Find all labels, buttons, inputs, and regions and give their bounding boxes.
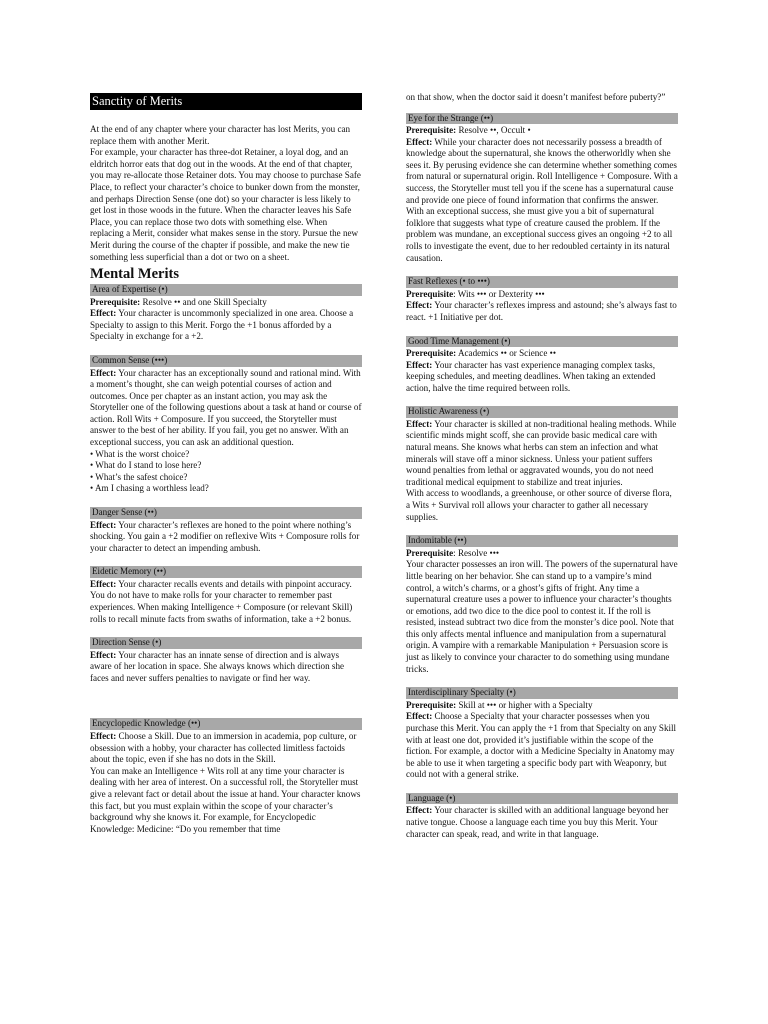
merit-title: Eye for the Strange (••)	[406, 113, 678, 125]
merit-effect	[406, 711, 678, 781]
merit-effect	[406, 805, 678, 840]
merit-prerequisite	[406, 125, 678, 137]
effect-text: Your character is skilled at non-traditional healing methods. While scientific minds might scoff, she can provide basic medical care with natural means. She knows what herbs can stem an infection and what minerals will stave off a minor sickness. Unless your patient suffers wound penalties from lethal or aggravated wounds, you do not need traditional medical equipment to stabilize and treat injuries.	[406, 418, 677, 487]
merit-eidetic-memory	[90, 566, 362, 625]
merit-title: Indomitable (••)	[406, 535, 678, 547]
prerequisite-text: : Resolve •••	[453, 547, 500, 558]
bullet-item: • What’s the safest choice?	[90, 471, 188, 482]
merit-effect	[90, 368, 362, 449]
merit-effect	[90, 308, 362, 343]
prerequisite-label: Prerequisite	[406, 547, 454, 558]
merit-direction-sense	[90, 637, 362, 684]
effect-label: Effect:	[406, 418, 433, 429]
merit-title: Encyclopedic Knowledge (••)	[90, 718, 362, 730]
prerequisite-text: Resolve •• and one Skill Specialty	[140, 296, 267, 307]
effect-label: Effect:	[90, 308, 117, 319]
merit-prerequisite	[406, 700, 678, 712]
effect-text: Your character has an exceptionally sound and rational mind. With a moment’s thought, she can weigh potential courses of action and outcomes. Once per chapter as an instant action, you may ask the Storyteller one of the following questions about a task at hand or course of action. Roll Wits + Composure. If you succeed, the Storyteller must answer to the best of her ability. If you fail, you get no answer. With an exceptional success, you can ask an additional question.	[90, 367, 362, 448]
effect-text: Your character is uncommonly specialized in one area. Choose a Specialty to assign to this Merit. Forgo the +1 bonus afforded by a Specialty in exchange for a +2.	[90, 308, 354, 342]
merit-title: Good Time Management (•)	[406, 336, 678, 348]
prerequisite-text: Academics •• or Science ••	[456, 348, 557, 358]
merit-title: Common Sense (•••)	[90, 355, 362, 367]
merit-danger-sense	[90, 507, 362, 554]
prerequisite-text: Resolve ••, Occult •	[456, 125, 531, 136]
effect-label: Effect:	[406, 711, 433, 722]
merit-title: Language (•)	[406, 793, 678, 805]
merit-effect	[90, 731, 362, 766]
effect-text: Your character has vast experience managing complex tasks, keeping schedules, and meeting deadlines. When taking an extended action, halve the time required between rolls.	[406, 359, 656, 393]
merit-title: Fast Reflexes (• to •••)	[406, 276, 678, 288]
effect-label: Effect:	[406, 136, 433, 147]
bullet-item: • What do I stand to lose here?	[90, 460, 202, 471]
prerequisite-label: Prerequisite:	[406, 699, 457, 710]
merit-title: Danger Sense (••)	[90, 507, 362, 519]
merit-effect	[90, 579, 362, 625]
bullet-item: • What is the worst choice?	[90, 448, 190, 459]
effect-label: Effect:	[90, 730, 117, 741]
effect-label: Effect:	[406, 805, 433, 816]
effect-label: Effect:	[90, 578, 117, 589]
effect-label: Effect:	[90, 367, 117, 378]
merit-effect	[90, 650, 362, 685]
merit-eye-for-the-strange	[406, 113, 678, 265]
effect-label: Effect:	[90, 649, 117, 660]
merit-interdisciplinary-specialty	[406, 687, 678, 781]
continued-text: on that show, when the doctor said it doesn’t manifest before puberty?”	[406, 92, 666, 102]
merit-effect	[406, 137, 678, 265]
effect-text: Your character’s reflexes are honed to the point where nothing’s shocking. You gain a +2 modifier on reflexive Wits + Composure rolls for your character to detect an impending ambush.	[90, 519, 360, 553]
merit-title: Holistic Awareness (•)	[406, 406, 678, 418]
merit-effect	[406, 419, 678, 489]
prerequisite-label: Prerequisite:	[406, 125, 457, 136]
right-column	[406, 92, 678, 852]
mental-merits-heading: Mental Merits	[90, 266, 179, 283]
merit-fast-reflexes	[406, 276, 678, 323]
effect-text: Your character recalls events and details with pinpoint accuracy. You do not have to make rolls for your character to remember past experiences. When making Intelligence + Composure (or relevant Skill) rolls to recall minute facts from swaths of information, take a +2 bonus.	[90, 578, 353, 624]
merit-title: Direction Sense (•)	[90, 637, 362, 649]
effect-text: Your character has an innate sense of direction and is always aware of her location in space. She always knows which direction she faces and never suffers penalties to navigate or find her way.	[90, 649, 345, 683]
merit-language	[406, 793, 678, 840]
section-title: Sanctity of Merits	[90, 93, 362, 110]
merit-encyclopedic-knowledge	[90, 718, 362, 835]
merit-area-of-expertise	[90, 284, 362, 343]
merit-prerequisite	[406, 548, 678, 560]
merit-title: Area of Expertise (•)	[90, 284, 362, 296]
merit-body-text: Your character possesses an iron will. The powers of the supernatural have little bearing on her behavior. She can stand up to a vampire’s mind control, a witch’s charms, or a ghost’s gifts of fright. Any time a supernatural creature uses a power to influence your character’s thoughts or emotions, add two dice to the dice pool to contest it. If the roll is resisted, instead subtract two dice from the monster’s dice pool. Note that this only affects mental influence and manipulation from a supernatural origin. A vampire with a remarkable Manipulation + Persuasion score is just as likely to convince your character to do something using mundane tricks.	[406, 559, 678, 674]
merit-prerequisite	[406, 289, 678, 301]
merit-effect	[90, 520, 362, 555]
merit-title: Eidetic Memory (••)	[90, 566, 362, 578]
merit-prerequisite	[90, 297, 362, 309]
prerequisite-label: Prerequisite:	[90, 296, 141, 307]
effect-label: Effect:	[406, 300, 433, 311]
merit-effect	[406, 300, 678, 323]
effect-text: Choose a Specialty that your character possesses when you purchase this Merit. You can apply the +1 from that Specialty on any Skill with at least one dot, provided it’s justifiable within the scope of the fiction. For example, a doctor with a Medicine Specialty in Anatomy may be able to use it when targeting a specific body part with Weaponry, but could not with a general strike.	[406, 711, 677, 780]
merit-extra-text: You can make an Intelligence + Wits roll at any time your character is dealing with her area of interest. On a successful roll, the Storyteller must give a relevant fact or detail about the issue at hand. Your character knows this fact, but you must explain within the scope of your character’s background why she knows it. For example, for Encyclopedic Knowledge: Medicine: “Do you remember that time	[90, 765, 361, 834]
merit-holistic-awareness	[406, 406, 678, 523]
merit-effect	[406, 360, 678, 395]
merit-prerequisite	[406, 348, 678, 360]
effect-text: While your character does not necessarily possess a breadth of knowledge about the supernatural, she knows the otherworldly when she sees it. By perusing evidence she can determine whether something comes from natural or supernatural origin. Roll Intelligence + Composure. With a success, the Storyteller must tell you if the scene has a supernatural cause and provide one piece of found information that confirms the answer. With an exceptional success, she must give you a bit of supernatural folklore that suggests what type of creature caused the problem. If the problem was mundane, an exceptional success gives an ongoing +2 to all rolls to investigate the event, due to her redoubled certainty in its natural causation.	[406, 136, 678, 263]
effect-text: Choose a Skill. Due to an immersion in academia, pop culture, or obsession with a hobby, your character has collected limitless factoids about the topic, even if she has no dots in the Skill.	[90, 730, 357, 765]
intro-text	[90, 124, 362, 263]
effect-label: Effect:	[406, 359, 433, 370]
merit-indomitable	[406, 535, 678, 675]
effect-text: Your character is skilled with an additional language beyond her native tongue. Choose a language each time you buy this Merit. Your character can speak, read, and write in that language.	[406, 805, 669, 839]
bullet-item: • Am I chasing a worthless lead?	[90, 483, 209, 494]
prerequisite-text: Skill at ••• or higher with a Specialty	[456, 699, 593, 710]
merit-common-sense	[90, 355, 362, 495]
merit-title: Interdisciplinary Specialty (•)	[406, 687, 678, 699]
prerequisite-label: Prerequisite:	[406, 348, 457, 358]
intro-paragraph: At the end of any chapter where your character has lost Merits, you can replace them with another Merit.	[90, 124, 351, 146]
prerequisite-text: : Wits ••• or Dexterity •••	[453, 288, 545, 299]
merit-extra-text: With access to woodlands, a greenhouse, or other source of diverse flora, a Wits + Survival roll allows your character to gather all necessary supplies.	[406, 488, 672, 522]
effect-text: Your character’s reflexes impress and astound; she’s always fast to react. +1 Initiative per dot.	[406, 300, 677, 322]
merit-good-time-management	[406, 336, 678, 395]
left-column	[90, 92, 362, 847]
effect-label: Effect:	[90, 519, 117, 530]
prerequisite-label: Prerequisite	[406, 288, 454, 299]
intro-paragraph: For example, your character has three-dot Retainer, a loyal dog, and an eldritch horror eats that dog out in the woods. At the end of that chapter, you may re-allocate those Retainer dots. You may choose to purchase Safe Place, to reflect your character’s choice to bunker down from the monster, and perhaps Direction Sense (one dot) so your character is less likely to get lost in those woods in the future. When the character leaves his Safe Place, you can replace those two dots with something else. When replacing a Merit, consider what makes sense in the story. Pursue the new Merit during the course of the chapter if possible, and make the new tie something less superficial than a dot or two on a sheet.	[90, 147, 361, 262]
